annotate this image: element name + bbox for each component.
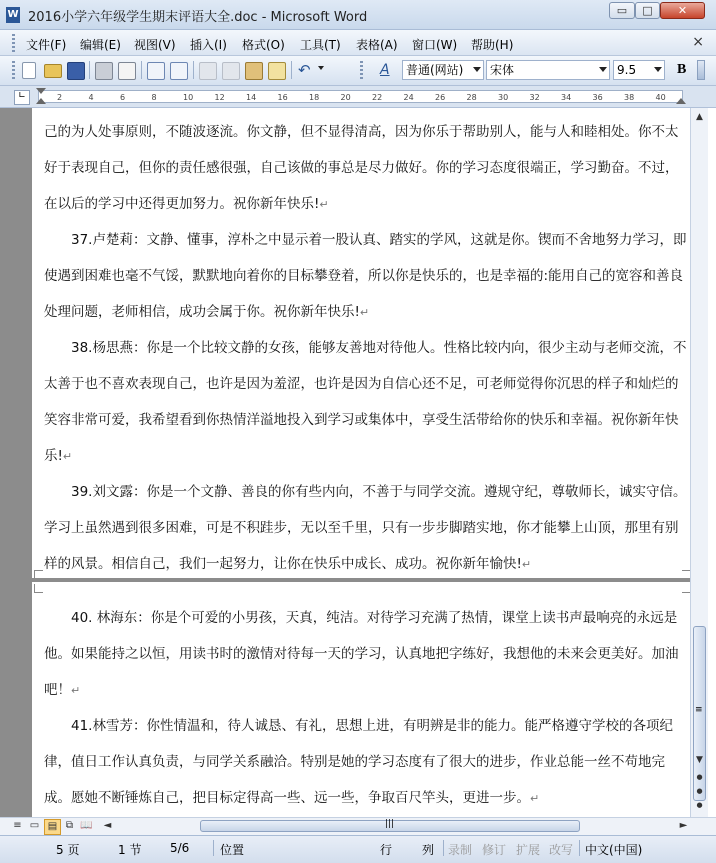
- next-page-icon[interactable]: ●: [696, 801, 703, 809]
- menubar-grip-icon[interactable]: [12, 34, 15, 52]
- style-select[interactable]: [402, 60, 484, 80]
- formatting-toolbar: [0, 56, 716, 86]
- print-layout-view-icon[interactable]: ▤: [44, 819, 61, 835]
- outline-view-icon[interactable]: ⧉: [65, 820, 74, 831]
- hanging-indent-marker[interactable]: [36, 98, 46, 104]
- ruler-tick-label: 24: [403, 93, 414, 102]
- font-select[interactable]: [486, 60, 610, 80]
- select-browse-object-icon[interactable]: ●: [696, 787, 703, 795]
- paragraph-text: 己的为人处事原则，不随波逐流。你文静，但不显得清高，因为你乐于帮助别人，能与人和睦相处。你不太好于表现自己，但你的责任感很强，自己该做的事总是尽力做好。你的学习态度很端正，学习勤奋。不过，在以后的学习中还得更加努力。祝你新年快乐!: [44, 124, 679, 212]
- ruler-strip[interactable]: [38, 90, 683, 103]
- ruler-tick-label: 12: [214, 93, 225, 102]
- scroll-up-icon[interactable]: ▲: [696, 112, 703, 122]
- paragraph-mark-icon: ↵: [521, 558, 532, 571]
- first-line-indent-marker[interactable]: [36, 88, 46, 94]
- cut-icon[interactable]: [199, 62, 217, 80]
- menu-table[interactable]: 表格(A): [356, 38, 398, 52]
- font-size-select[interactable]: [613, 60, 665, 80]
- paragraph[interactable]: [44, 474, 690, 583]
- page-corner-mark: [34, 584, 43, 593]
- status-page[interactable]: 5 页: [56, 843, 80, 857]
- ruler-tick-label: 32: [529, 93, 540, 102]
- spelling-check-icon[interactable]: [147, 62, 165, 80]
- paragraph[interactable]: [44, 222, 690, 331]
- thumb-grip-icon: ≡: [695, 705, 703, 715]
- tab-selector-icon[interactable]: ∟: [14, 90, 30, 105]
- ruler-tick-label: 14: [246, 93, 257, 102]
- scroll-right-icon[interactable]: ►: [679, 820, 688, 831]
- right-indent-marker[interactable]: [676, 98, 686, 104]
- menu-edit[interactable]: 编辑(E): [80, 38, 121, 52]
- paragraph-text: 38.杨思燕：你是一个比较文静的女孩，能够友善地对待他人。性格比较内向，很少主动与老师交流，不太善于也不喜欢表现自己，也许是因为羞涩，也许是因为自信心还不足，可老师觉得你沉思的样子和灿烂的笑容非常可爱，我希望看到你热情洋溢地投入到学习或集体中，享受生活带给你的快乐和幸福。祝你新年快乐!: [44, 340, 687, 464]
- close-button[interactable]: [660, 2, 705, 19]
- hthumb-grip-icon: |||: [385, 819, 395, 829]
- paragraph[interactable]: [44, 114, 690, 223]
- toolbar-overflow-icon[interactable]: [697, 60, 705, 80]
- menu-insert[interactable]: 插入(I): [190, 38, 227, 52]
- ruler-tick-label: 26: [435, 93, 446, 102]
- status-section[interactable]: 1 节: [118, 843, 142, 857]
- ruler-tick-label: 8: [151, 93, 157, 102]
- page-corner-mark: [34, 570, 43, 579]
- horizontal-scroll-thumb[interactable]: [200, 820, 580, 832]
- ruler-tick-label: 10: [183, 93, 194, 102]
- font-size-value: 9.5: [617, 63, 637, 77]
- toolbar-grip-icon-2[interactable]: [360, 61, 363, 81]
- menu-window[interactable]: 窗口(W): [412, 38, 458, 52]
- chevron-down-icon: [599, 67, 607, 72]
- scroll-left-icon[interactable]: ◄: [103, 820, 112, 831]
- bold-button[interactable]: B: [677, 62, 687, 77]
- vertical-scrollbar[interactable]: [690, 108, 708, 817]
- ruler-tick-label: 20: [340, 93, 351, 102]
- print-preview-icon[interactable]: [118, 62, 136, 80]
- minimize-icon: ▭: [616, 4, 628, 17]
- minimize-button[interactable]: [609, 2, 635, 19]
- ruler-tick-label: 30: [498, 93, 509, 102]
- ruler-tick-label: 36: [592, 93, 603, 102]
- toolbar-separator: [89, 61, 90, 79]
- style-select-value: 普通(网站): [406, 63, 464, 77]
- status-page-of[interactable]: 5/6: [170, 841, 190, 855]
- paragraph-text: 37.卢楚莉：文静、懂事，淳朴之中显示着一股认真、踏实的学风，这就是你。锲而不舍地努力学习，即使遇到困难也毫不气馁，默默地向着你的目标攀登着，所以你是快乐的，也是幸福的:能用自己的宽容和善良处理问题，老师相信，成功会属于你。祝你新年快乐!: [44, 232, 687, 320]
- status-separator: [213, 840, 214, 856]
- undo-dropdown-icon[interactable]: [318, 66, 324, 70]
- menu-view[interactable]: 视图(V): [134, 38, 176, 52]
- status-track-changes[interactable]: 修订: [482, 843, 507, 857]
- ruler-tick-label: 28: [466, 93, 477, 102]
- paragraph-text: 40. 林海东：你是个可爱的小男孩，天真，纯洁。对待学习充满了热情，课堂上读书声最响亮的永远是他。如果能持之以恒，用读书时的激情对待每一天的学习，认真地把字练好，我想他的未来会更美好。加油吧！: [44, 610, 679, 698]
- maximize-button[interactable]: [635, 2, 660, 19]
- open-folder-icon[interactable]: [44, 64, 62, 78]
- undo-icon[interactable]: ↶: [298, 61, 311, 79]
- ruler-tick-label: 40: [655, 93, 666, 102]
- paragraph-mark-icon: ↵: [530, 792, 540, 805]
- menu-tools[interactable]: 工具(T): [300, 38, 341, 52]
- ruler-tick-label: 6: [120, 93, 126, 102]
- close-icon: ✕: [677, 4, 688, 17]
- web-layout-view-icon[interactable]: ▭: [29, 820, 40, 831]
- reading-layout-view-icon[interactable]: 📖: [80, 820, 93, 831]
- paragraph-mark-icon: ↵: [359, 306, 370, 319]
- status-separator: [443, 840, 444, 856]
- menu-bar: [0, 30, 716, 56]
- status-record[interactable]: 录制: [448, 843, 473, 857]
- horizontal-ruler: [0, 86, 716, 108]
- page-corner-mark: [682, 584, 690, 593]
- new-document-icon[interactable]: [22, 62, 36, 79]
- scroll-down-icon[interactable]: ▼: [696, 755, 703, 765]
- chevron-down-icon: [473, 67, 481, 72]
- status-separator: [579, 840, 580, 856]
- ruler-tick-label: 4: [88, 93, 94, 102]
- menu-file[interactable]: 文件(F): [26, 38, 67, 52]
- toolbar-grip-icon[interactable]: [12, 61, 15, 81]
- paragraph-mark-icon: ↵: [319, 198, 329, 211]
- document-page[interactable]: [32, 108, 690, 578]
- status-position[interactable]: 位置: [220, 843, 245, 857]
- paragraph-text: 39.刘文露：你是一个文静、善良的你有些内向，不善于与同学交流。遵规守纪，尊敬师长，诚实守信。学习上虽然遇到很多困难，可是不积跬步，无以至千里，只有一步步脚踏实地，你才能攀上山顶，那里有别样的风景。相信自己，我们一起努力，让你在快乐中成长、成功。祝你新年愉快!: [44, 484, 687, 572]
- paragraph[interactable]: [44, 330, 690, 475]
- previous-page-icon[interactable]: ●: [696, 773, 703, 781]
- document-close-icon[interactable]: ×: [692, 34, 704, 50]
- ruler-tick-label: 2: [57, 93, 63, 102]
- title-bar: [0, 0, 716, 30]
- paragraph-mark-icon: ↵: [62, 450, 73, 463]
- ruler-tick-label: 38: [624, 93, 635, 102]
- research-icon[interactable]: [170, 62, 188, 80]
- ruler-tick-label: 22: [372, 93, 383, 102]
- toolbar-separator: [291, 61, 292, 79]
- document-workspace: [0, 108, 690, 817]
- chevron-down-icon: [654, 67, 662, 72]
- word-app-icon[interactable]: W: [6, 7, 20, 23]
- paragraph-mark-icon: ↵: [71, 684, 81, 697]
- format-painter-icon[interactable]: [268, 62, 286, 80]
- status-line[interactable]: 行: [380, 843, 393, 857]
- paragraph[interactable]: [44, 600, 690, 709]
- status-bar: [0, 835, 716, 863]
- status-language[interactable]: 中文(中国): [585, 843, 643, 857]
- paragraph-text: 41.林雪芳：你性情温和，待人诚恳、有礼，思想上进，有明辨是非的能力。能严格遵守学校的各项纪律，值日工作认真负责，与同学关系融洽。特别是她的学习态度有了很大的进步，作业总能一丝不苟地完成。愿她不断锤炼自己，把目标定得高一些、远一些，争取百尺竿头，更进一步。: [44, 718, 673, 806]
- save-icon[interactable]: [67, 62, 85, 80]
- copy-icon[interactable]: [222, 62, 240, 80]
- document-page-next[interactable]: [32, 582, 690, 817]
- font-select-value: 宋体: [490, 63, 515, 77]
- toolbar-separator: [193, 61, 194, 79]
- styles-pane-icon[interactable]: A: [380, 62, 390, 78]
- ruler-tick-label: 18: [309, 93, 320, 102]
- status-column[interactable]: 列: [422, 843, 435, 857]
- maximize-icon: □: [642, 4, 653, 17]
- menu-format[interactable]: 格式(O): [242, 38, 285, 52]
- paste-icon[interactable]: [245, 62, 263, 80]
- print-icon[interactable]: [95, 62, 113, 80]
- menu-help[interactable]: 帮助(H): [471, 38, 514, 52]
- paragraph[interactable]: [44, 708, 690, 817]
- normal-view-icon[interactable]: ≡: [13, 820, 22, 831]
- status-overtype[interactable]: 改写: [549, 843, 574, 857]
- toolbar-separator: [141, 61, 142, 79]
- ruler-tick-label: 34: [561, 93, 572, 102]
- window-title: 2016小学六年级学生期末评语大全.doc - Microsoft Word: [28, 10, 368, 25]
- horizontal-scrollbar[interactable]: [0, 817, 716, 835]
- status-extend[interactable]: 扩展: [516, 843, 541, 857]
- ruler-tick-label: 16: [277, 93, 288, 102]
